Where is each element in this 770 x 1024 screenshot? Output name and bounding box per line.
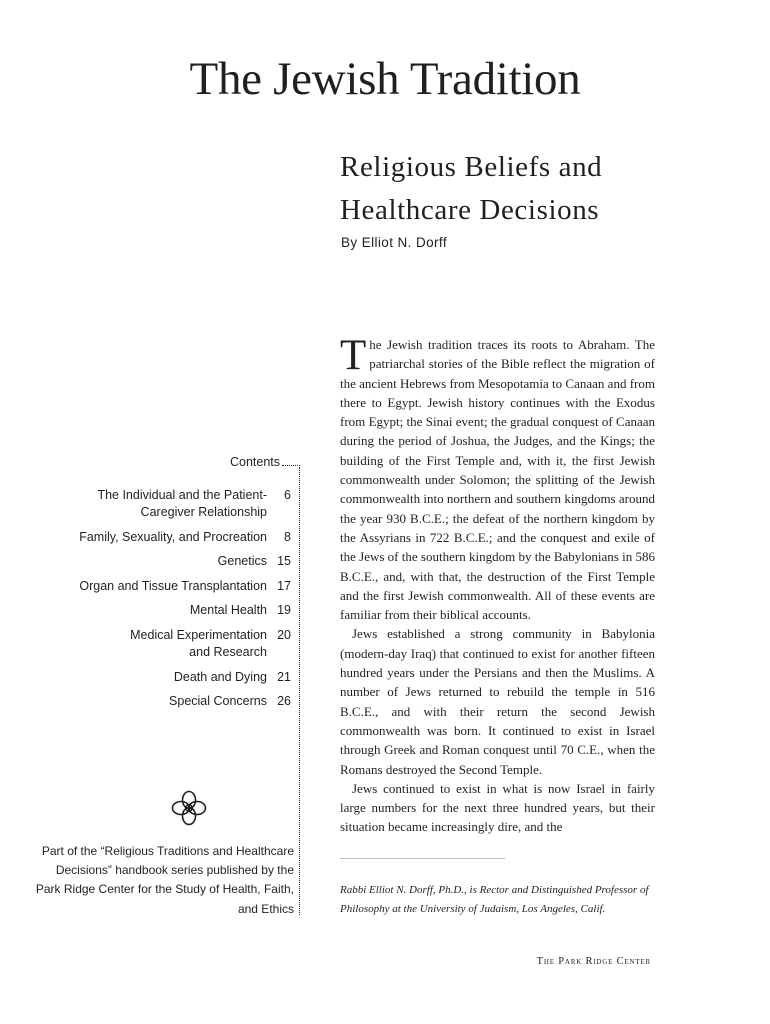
interlaced-flower-logo-icon xyxy=(169,788,209,828)
article-body xyxy=(340,332,655,837)
body-paragraph: Jews continued to exist in what is now Israel in fairly large numbers for the next three hundred years, but their situation became increasingly dire, and the xyxy=(340,780,655,835)
toc-item-page: 21 xyxy=(277,669,291,684)
paragraph-text: he Jewish tradition traces its roots to Abraham. The patriarchal stories of the Bible reflect the migration of the ancient Hebrews from Mesopotamia to Canaan and from there to Egypt. Jewish history continues with the Exodus from Egypt; the Sinai event; the gradual conquest of Canaan during the period of Joshua, the Judges, and the Kings; the building of the First Temple and, with it, the first Jewish commonwealth under Solomon; the splitting of the Jewish commonwealth into northern and southern kingdoms around the year 930 B.C.E.; the defeat of the northern kingdom by the Assyrians in 722 B.C.E.; and the conquest and exile of the Jews of the southern kingdom by the Babylonians in 586 B.C.E., and, with that, the destruction of the First Temple and the first Jewish commonwealth. All of these events are familiar from their biblical accounts. xyxy=(340,337,655,623)
toc-item-page: 20 xyxy=(277,627,291,642)
toc-item-title: The Individual and the Patient-Caregiver Relationship xyxy=(97,488,267,519)
toc-item[interactable] xyxy=(40,578,291,595)
author-note: Rabbi Elliot N. Dorff, Ph.D., is Rector and Distinguished Professor of Philosophy at the University of Judaism, Los Angeles, Calif. xyxy=(340,884,649,915)
drop-cap: T xyxy=(340,332,367,379)
toc-item-title: Genetics xyxy=(217,554,267,569)
footnote-rule xyxy=(340,858,505,859)
toc-item-title: Family, Sexuality, and Procreation xyxy=(79,529,267,544)
toc-item-page: 17 xyxy=(277,578,291,593)
toc-item[interactable] xyxy=(40,553,291,570)
toc-item-page: 19 xyxy=(277,603,291,618)
toc-item-title: Mental Health xyxy=(189,603,267,618)
toc-item[interactable] xyxy=(40,602,291,619)
toc-item-page: 26 xyxy=(277,694,291,709)
toc-item-page: 15 xyxy=(277,554,291,569)
toc-item[interactable] xyxy=(40,627,291,661)
table-of-contents xyxy=(40,487,291,718)
toc-item-title: Death and Dying xyxy=(173,669,267,684)
toc-item-title: Medical Experimentation and Research xyxy=(130,627,267,659)
body-paragraph xyxy=(340,332,655,624)
toc-item[interactable] xyxy=(40,669,291,686)
contents-heading-label: Contents xyxy=(229,455,280,469)
publisher-footer: The Park Ridge Center xyxy=(536,956,651,967)
toc-item-page: 8 xyxy=(284,529,291,544)
toc-item-title: Special Concerns xyxy=(169,694,267,709)
body-paragraph: Jews established a strong community in Babylonia (modern-day Iraq) that continued to exist for another fifteen hundred years under the Persians and then the Muslims. A number of Jews returned to rebuild the temple in 516 B.C.E., and with their return the second Jewish commonwealth was born. It continued to exist in Israel through Greek and Roman conquest until 70 C.E., when the Romans destroyed the Second Temple. xyxy=(340,626,655,777)
toc-item[interactable] xyxy=(40,693,291,710)
contents-divider xyxy=(299,467,300,915)
subtitle: Religious Beliefs and Healthcare Decisions xyxy=(340,151,603,226)
byline: By Elliot N. Dorff xyxy=(341,235,447,250)
series-note: Part of the “Religious Traditions and Healthcare Decisions” handbook series published by the Park Ridge Center for the Study of Health, Faith, and Ethics xyxy=(35,844,294,916)
contents-heading xyxy=(180,455,300,469)
contents-leader-dots xyxy=(282,465,300,466)
toc-item-title: Organ and Tissue Transplantation xyxy=(79,578,267,593)
toc-item[interactable] xyxy=(40,529,291,546)
page-title: The Jewish Tradition xyxy=(189,53,581,105)
toc-item[interactable] xyxy=(40,487,291,521)
toc-item-page: 6 xyxy=(284,488,291,502)
